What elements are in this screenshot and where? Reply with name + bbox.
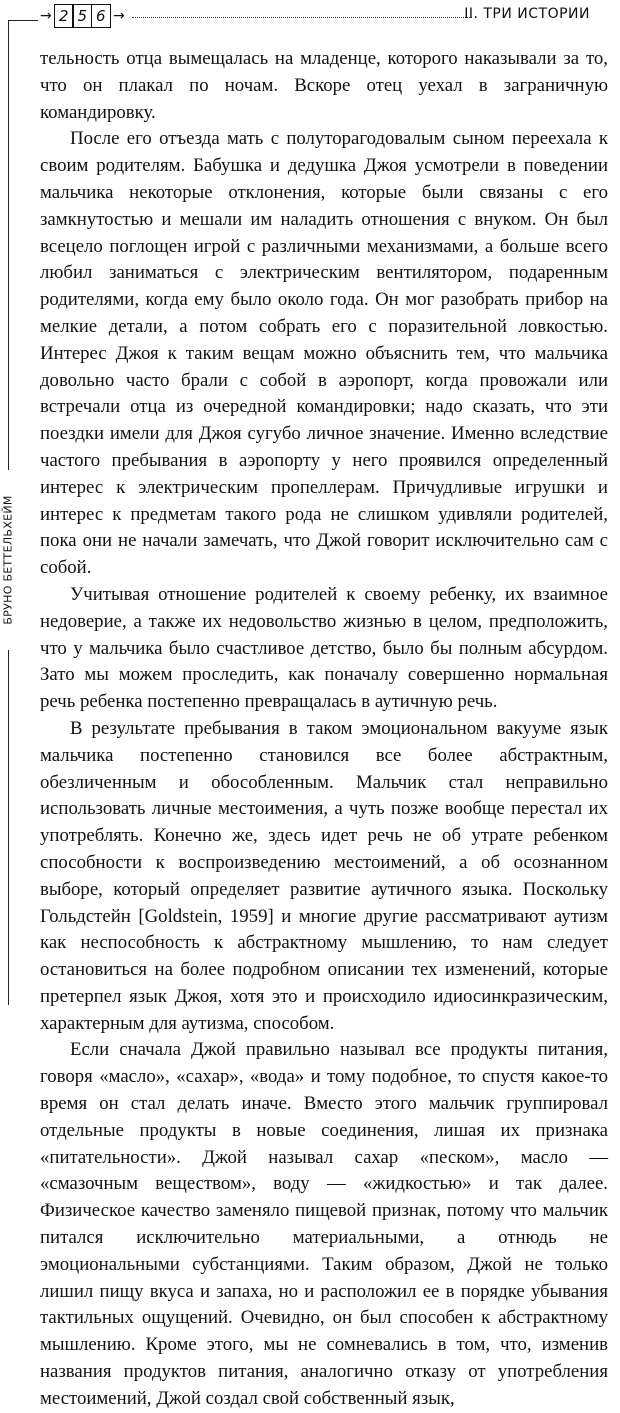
- paragraph: После его отъезда мать с полуторагодовалым сыном переехала к своим родителям. Бабушка и дедушка Джоя усмотрели в поведении мальчика некоторые отклонения, которые были связаны с его замкнутостью и мешали им наладить отношения с внуком. Он был всецело поглощен игрой с различными механизмами, а больше всего любил заниматься с электрическим вентилятором, подаренным родителями, когда ему было около года. Он мог разобрать прибор на мелкие детали, а потом собрать его с поразительной ловкостью. Интерес Джоя к таким вещам можно объяснить тем, что мальчика довольно часто брали с собой в аэропорт, когда провожали или встречали отца из очередной командировки; надо сказать, что эти поездки имели для Джоя сугубо личное значение. Именно вследствие частого пребывания в аэропорту у него проявился определенный интерес к электрическим пропеллерам. Причудливые игрушки и интерес к предметам такого рода не слишком удивляли родителей, пока они не начали замечать, что Джой говорит исключительно сам с собой.: [40, 128, 608, 579]
- author-running-head: [1, 470, 15, 650]
- header-divider: [132, 17, 472, 18]
- paragraph: тельность отца вымещалась на младенце, которого наказывали за то, что он плакал по ночам. Вскоре отец уехал в заграничную командировку.: [40, 48, 608, 123]
- page-header: [0, 0, 620, 40]
- section-title: II. ТРИ ИСТОРИИ: [464, 6, 590, 22]
- page-number-digit: 6: [91, 4, 111, 28]
- paragraph: Учитывая отношение родителей к своему ребенку, их взаимное недоверие, а также их недовольство жизнью в целом, предположить, что у мальчика было счастливое детство, было бы полным абсурдом. Зато мы можем проследить, как поначалу совершенно нормальная речь ребенка постепенно превращалась в аутичную речь.: [40, 583, 608, 713]
- margin-rule-top: [8, 20, 38, 21]
- arrow-right-icon: →: [113, 8, 125, 24]
- page-body: [40, 46, 608, 1413]
- page-number-digit: 2: [54, 4, 74, 28]
- page-number: [40, 4, 109, 28]
- paragraph: В результате пребывания в таком эмоциональном вакууме язык мальчика постепенно становился все более абстрактным, обезличенным и обособленным. Мальчик стал неправильно использовать личные местоимения, а чуть позже вообще перестал их употреблять. Конечно же, здесь идет речь не об утрате ребенком способности к воспроизведению местоимений, а об осознанном выборе, который определяет развитие аутичного языка. Поскольку Гольдстейн [Goldstein, 1959] и многие другие рассматривают аутизм как неспособность к абстрактному мышлению, то нам следует остановиться на более подробном описании тех изменений, которые претерпел язык Джоя, хотя это и происходило идиосинкразическим, характерным для аутизма, способом.: [40, 717, 608, 1034]
- arrow-right-icon: →: [40, 8, 52, 24]
- paragraph: Если сначала Джой правильно называл все продукты питания, говоря «масло», «сахар», «вода» и тому подобное, то спустя какое-то время он стал делать иначе. Вместо этого мальчик группировал отдельные продукты в новые соединения, лишая их признака «питательности». Джой называл сахар «песком», масло — «смазочным веществом», воду — «жидкостью» и так далее. Физическое качество заменяло пищевой признак, потому что мальчик питался исключительно материальными, а отнюдь не эмоциональными субстанциями. Таким образом, Джой не только лишил пищу вкуса и запаха, но и расположил ее в порядке убывания тактильных ощущений. Очевидно, он был способен к абстрактному мышлению. Кроме этого, мы не сомневались в том, что, изменив названия продуктов питания, аналогично отказу от употребления местоимений, Джой создал свой собственный язык,: [40, 1039, 608, 1409]
- page-number-digit: 5: [72, 4, 92, 28]
- author-name: БРУНО БЕТТЕЛЬХЕЙМ: [1, 495, 15, 625]
